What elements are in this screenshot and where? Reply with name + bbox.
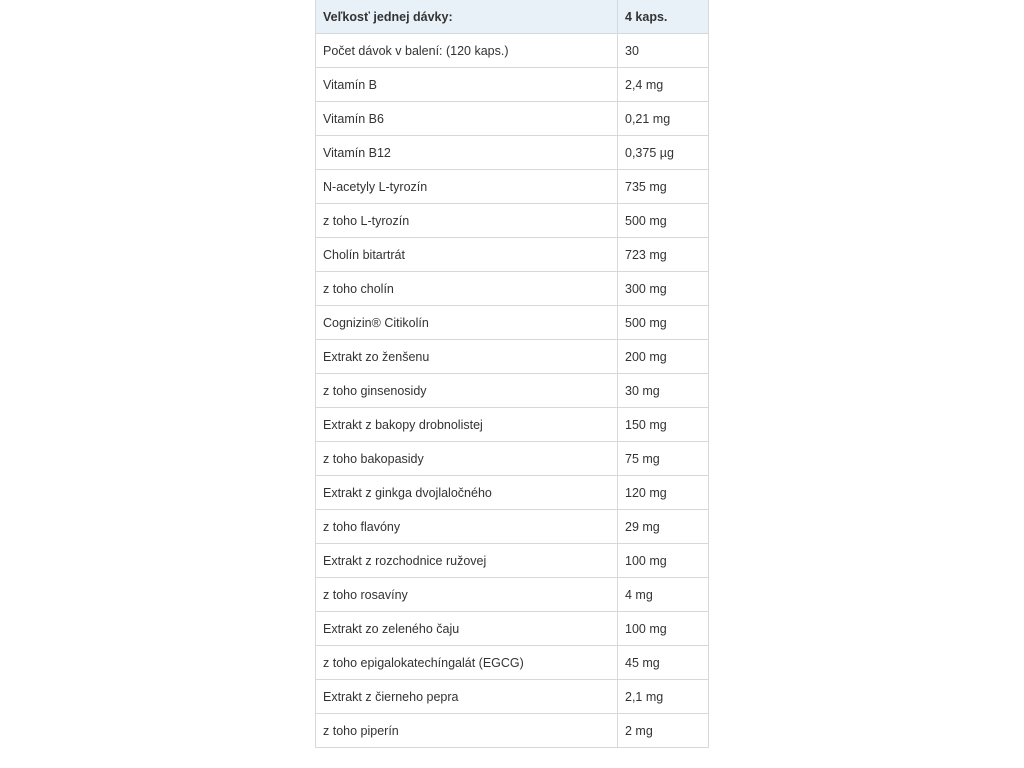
ingredient-amount: 0,375 µg	[618, 136, 709, 170]
ingredient-amount: 100 mg	[618, 612, 709, 646]
ingredient-name: Vitamín B6	[316, 102, 618, 136]
table-row	[316, 612, 709, 646]
ingredient-name: Cholín bitartrát	[316, 238, 618, 272]
ingredient-amount: 30 mg	[618, 374, 709, 408]
ingredient-name: Extrakt z čierneho pepra	[316, 680, 618, 714]
ingredient-amount: 0,21 mg	[618, 102, 709, 136]
ingredient-amount: 30	[618, 34, 709, 68]
ingredient-amount: 500 mg	[618, 204, 709, 238]
ingredient-name: z toho cholín	[316, 272, 618, 306]
table-row	[316, 544, 709, 578]
ingredient-name: Počet dávok v balení: (120 kaps.)	[316, 34, 618, 68]
table-body	[316, 34, 709, 748]
table-row	[316, 170, 709, 204]
serving-size-label: Veľkosť jednej dávky:	[316, 0, 618, 34]
ingredient-name: Extrakt z bakopy drobnolistej	[316, 408, 618, 442]
table-row	[316, 408, 709, 442]
ingredient-amount: 200 mg	[618, 340, 709, 374]
ingredient-name: Extrakt zo zeleného čaju	[316, 612, 618, 646]
ingredient-name: z toho bakopasidy	[316, 442, 618, 476]
ingredient-amount: 150 mg	[618, 408, 709, 442]
ingredient-name: Vitamín B12	[316, 136, 618, 170]
table-row	[316, 476, 709, 510]
table-row	[316, 578, 709, 612]
ingredient-amount: 2,1 mg	[618, 680, 709, 714]
nutrition-table-container	[315, 0, 708, 748]
ingredient-amount: 29 mg	[618, 510, 709, 544]
table-row	[316, 238, 709, 272]
ingredient-name: N-acetyly L-tyrozín	[316, 170, 618, 204]
ingredient-name: z toho rosavíny	[316, 578, 618, 612]
table-row	[316, 442, 709, 476]
ingredient-name: z toho ginsenosidy	[316, 374, 618, 408]
table-row	[316, 510, 709, 544]
table-row	[316, 374, 709, 408]
table-row	[316, 340, 709, 374]
ingredient-amount: 120 mg	[618, 476, 709, 510]
ingredient-amount: 75 mg	[618, 442, 709, 476]
table-row	[316, 204, 709, 238]
ingredient-name: z toho piperín	[316, 714, 618, 748]
ingredient-amount: 500 mg	[618, 306, 709, 340]
table-row	[316, 646, 709, 680]
ingredient-name: z toho L-tyrozín	[316, 204, 618, 238]
ingredient-amount: 4 mg	[618, 578, 709, 612]
table-row	[316, 102, 709, 136]
serving-size-value: 4 kaps.	[618, 0, 709, 34]
table-row	[316, 306, 709, 340]
nutrition-table	[315, 0, 709, 748]
ingredient-name: z toho epigalokatechíngalát (EGCG)	[316, 646, 618, 680]
ingredient-amount: 300 mg	[618, 272, 709, 306]
ingredient-amount: 2,4 mg	[618, 68, 709, 102]
ingredient-name: Vitamín B	[316, 68, 618, 102]
ingredient-name: Cognizin® Citikolín	[316, 306, 618, 340]
table-row	[316, 34, 709, 68]
table-row	[316, 136, 709, 170]
table-row	[316, 714, 709, 748]
ingredient-name: Extrakt zo ženšenu	[316, 340, 618, 374]
table-row	[316, 68, 709, 102]
ingredient-amount: 100 mg	[618, 544, 709, 578]
ingredient-name: Extrakt z rozchodnice ružovej	[316, 544, 618, 578]
table-header-row	[316, 0, 709, 34]
ingredient-amount: 735 mg	[618, 170, 709, 204]
ingredient-name: z toho flavóny	[316, 510, 618, 544]
table-header	[316, 0, 709, 34]
ingredient-amount: 2 mg	[618, 714, 709, 748]
table-row	[316, 680, 709, 714]
ingredient-amount: 723 mg	[618, 238, 709, 272]
table-row	[316, 272, 709, 306]
ingredient-amount: 45 mg	[618, 646, 709, 680]
ingredient-name: Extrakt z ginkga dvojlaločného	[316, 476, 618, 510]
